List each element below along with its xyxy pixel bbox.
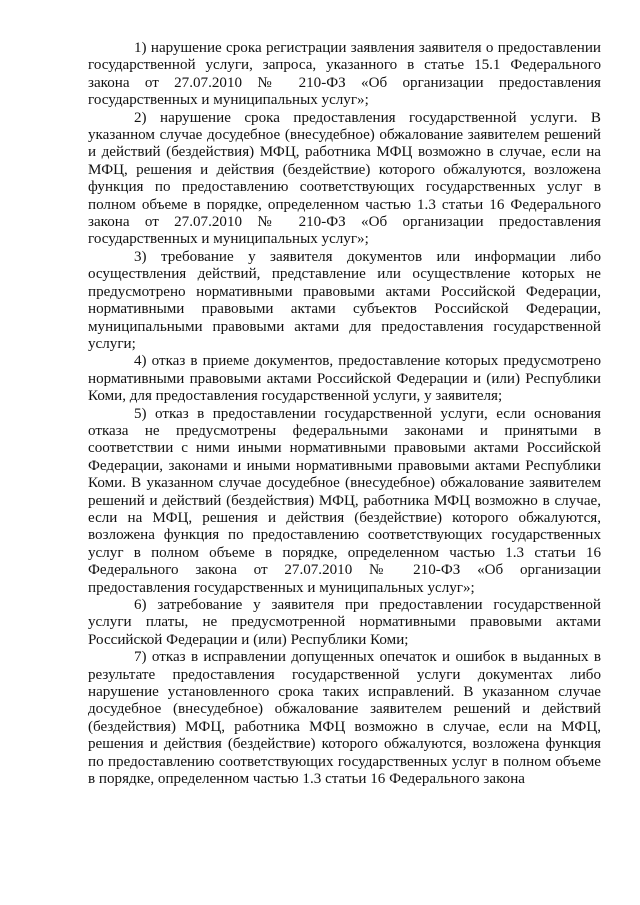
paragraph-item-2: 2) нарушение срока предоставления государственной услуги. В указанном случае досудебное (внесудебное) обжалование заявителем решений и действий (бездействия) МФЦ, работника МФЦ возможно в случае, если на МФЦ, решения и действия (бездействие) которого обжалуются, возложена функция по предоставлению соответствующих государственных услуг в полном объеме в порядке, определенном частью 1.3 статьи 16 Федерального закона от 27.07.2010 № 210-ФЗ «Об организации предоставления государственных и муниципальных услуг»; [88, 109, 601, 248]
paragraph-item-6: 6) затребование у заявителя при предоставлении государственной услуги платы, не предусмотренной нормативными правовыми актами Российской Федерации и (или) Республики Коми; [88, 597, 601, 648]
paragraph-item-3: 3) требование у заявителя документов или информации либо осуществления действий, представление или осуществление которых не предусмотрено нормативными правовыми актами Российской Федерации, нормативными правовыми актами субъектов Российской Федерации, муниципальными правовыми актами для предоставления государственной услуги; [88, 248, 601, 352]
document-body [88, 40, 601, 788]
paragraph-item-5: 5) отказ в предоставлении государственной услуги, если основания отказа не предусмотрены федеральными законами и принятыми в соответствии с ними иными нормативными правовыми актами Российской Федерации, законами и иными нормативными правовыми актами Республики Коми. В указанном случае досудебное (внесудебное) обжалование заявителем решений и действий (бездействия) МФЦ, работника МФЦ возможно в случае, если на МФЦ, решения и действия (бездействие) которого обжалуются, возложена функция по предоставлению соответствующих государственных услуг в полном объеме в порядке, определенном частью 1.3 статьи 16 Федерального закона от 27.07.2010 № 210-ФЗ «Об организации предоставления государственных и муниципальных услуг»; [88, 405, 601, 596]
paragraph-item-1: 1) нарушение срока регистрации заявления заявителя о предоставлении государственной услуги, запроса, указанного в статье 15.1 Федерального закона от 27.07.2010 № 210-ФЗ «Об организации предоставления государственных и муниципальных услуг»; [88, 40, 601, 109]
paragraph-item-7: 7) отказ в исправлении допущенных опечаток и ошибок в выданных в результате предоставления государственной услуги документах либо нарушение установленного срока таких исправлений. В указанном случае досудебное (внесудебное) обжалование заявителем решений и действий (бездействия) МФЦ, работника МФЦ возможно в случае, если на МФЦ, решения и действия (бездействие) которого обжалуются, возложена функция по предоставлению соответствующих государственных услуг в полном объеме в порядке, определенном частью 1.3 статьи 16 Федерального закона [88, 649, 601, 788]
paragraph-item-4: 4) отказ в приеме документов, предоставление которых предусмотрено нормативными правовыми актами Российской Федерации и (или) Республики Коми, для предоставления государственной услуги, у заявителя; [88, 353, 601, 405]
